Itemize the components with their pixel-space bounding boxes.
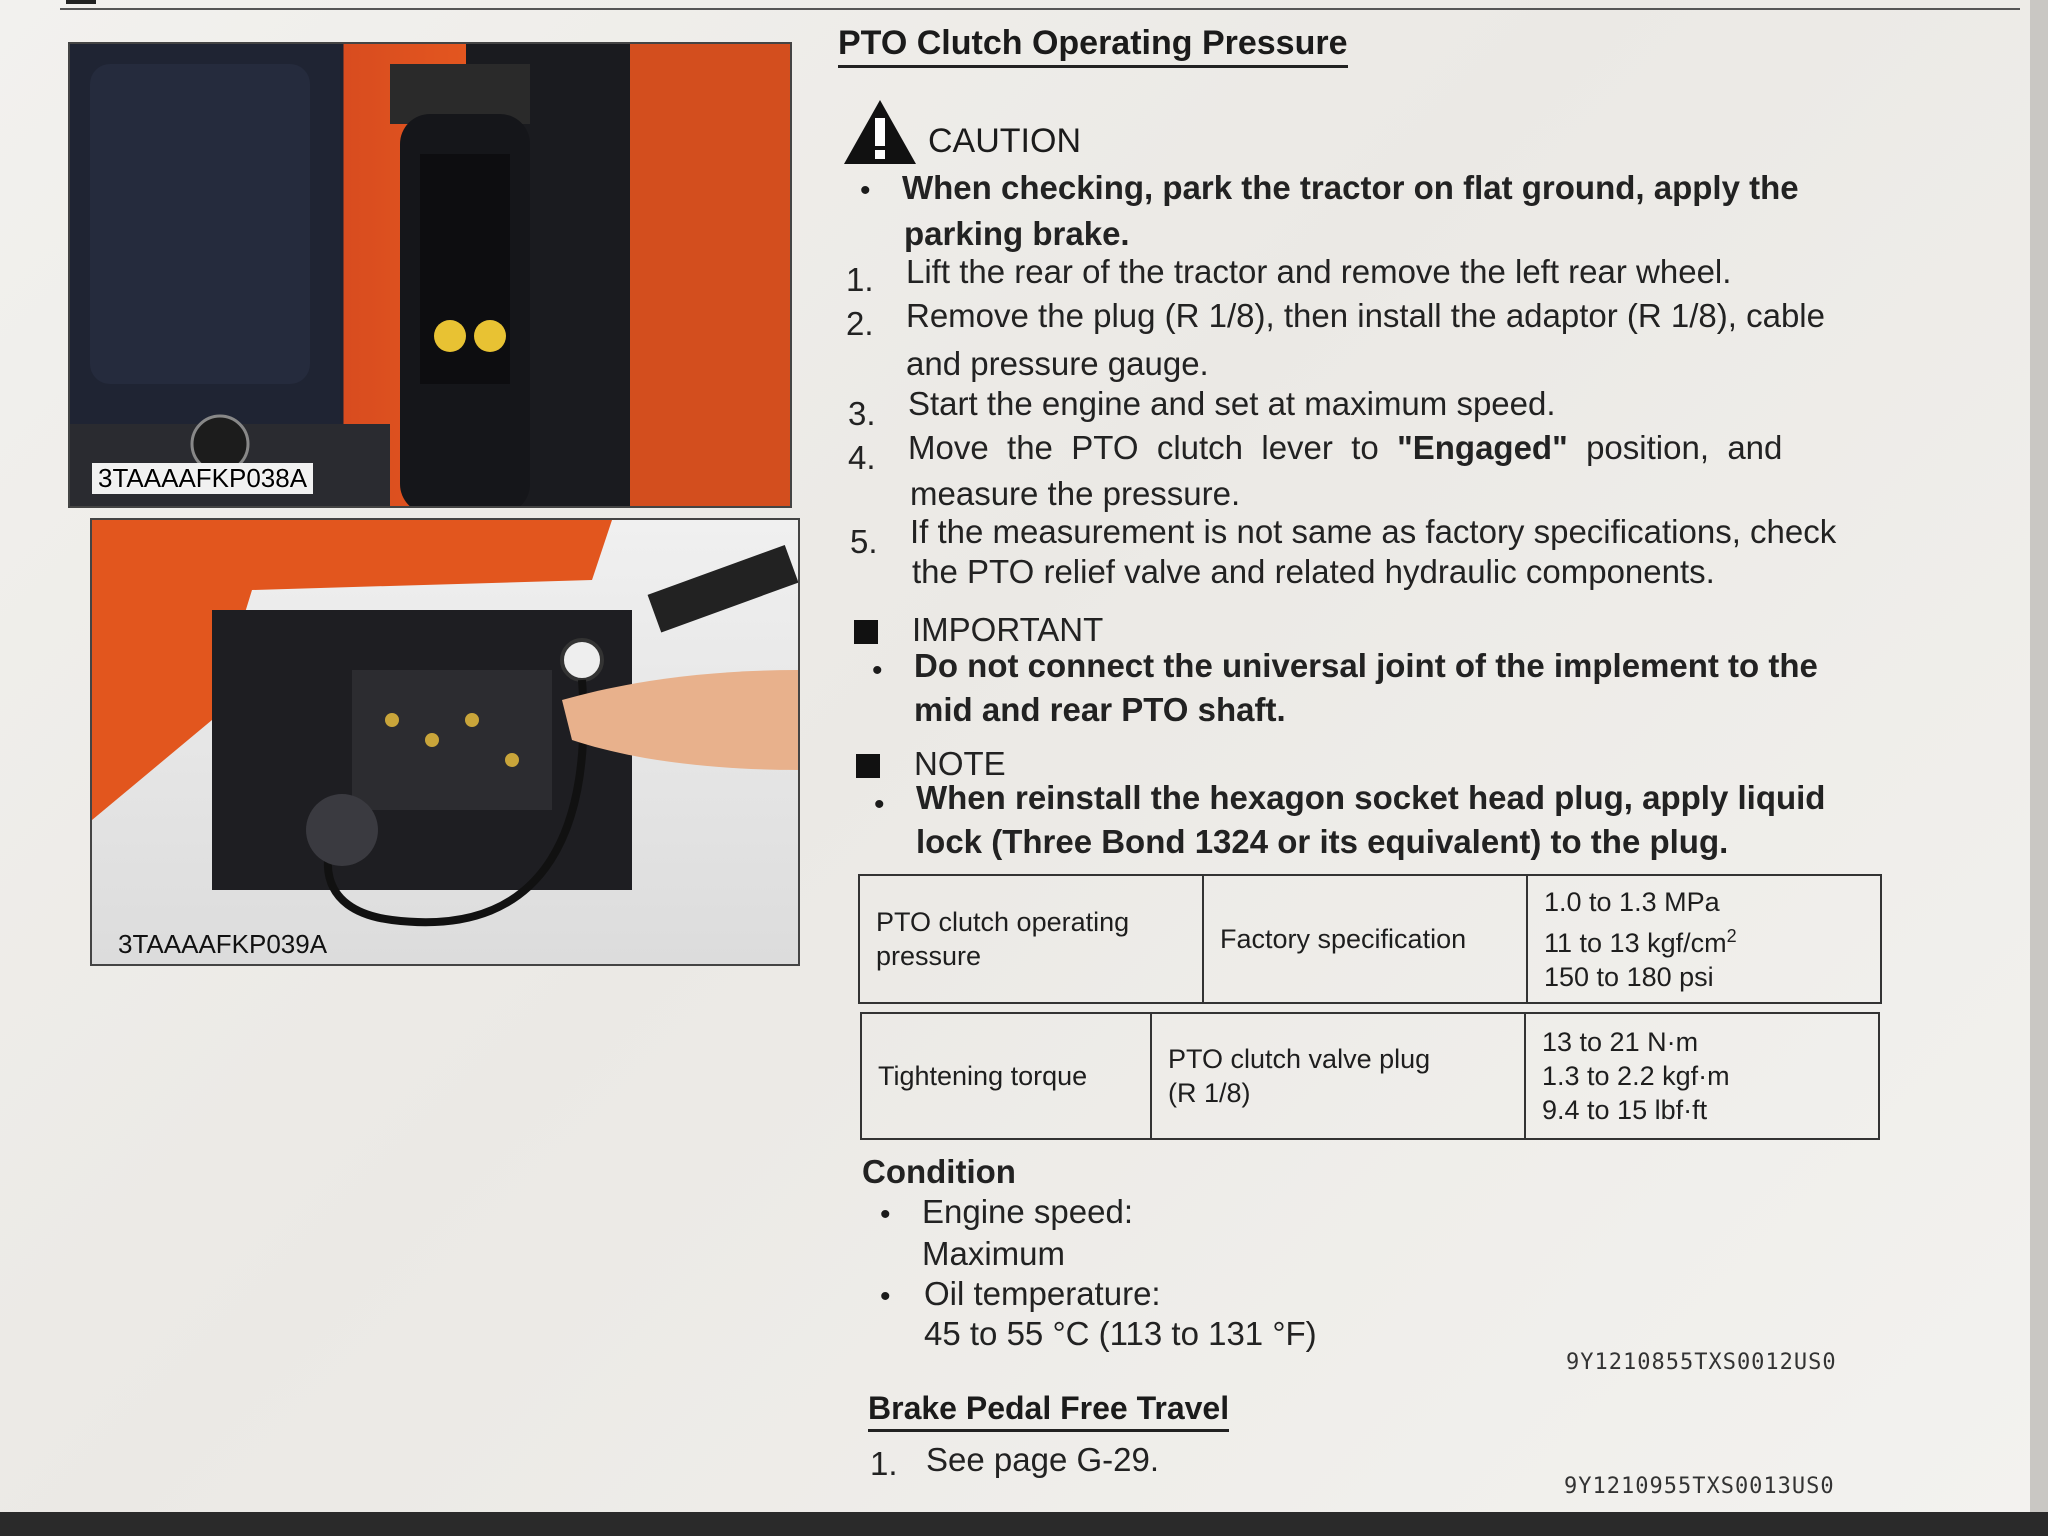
- condition-label: Condition: [862, 1153, 1016, 1190]
- step-number: 4.: [848, 439, 876, 476]
- bullet: •: [860, 174, 871, 207]
- reference-code: 9Y1210855TXS0012US0: [1566, 1350, 1837, 1375]
- caution-text-line2: parking brake.: [904, 215, 1130, 252]
- step-4-text-end: position, and: [1567, 429, 1783, 466]
- condition-engine-speed-value: Maximum: [922, 1235, 1066, 1272]
- step-3-text: Start the engine and set at maximum speed.: [908, 385, 1556, 422]
- spec-item-cell: [859, 875, 1203, 1003]
- photo-caption: 3TAAAAFKP039A: [118, 929, 328, 959]
- step-4-text-start: Move the PTO clutch lever to: [908, 429, 1398, 466]
- step-4-engaged: "Engaged": [1397, 429, 1568, 466]
- caution-text-line1: When checking, park the tractor on flat ground, apply the: [902, 169, 1799, 206]
- spec-label-line: (R 1/8): [1168, 1078, 1251, 1108]
- spec-value-line: 1.3 to 2.2 kgf·m: [1542, 1061, 1730, 1091]
- spec-value-line: [1544, 919, 1864, 960]
- important-label: IMPORTANT: [912, 611, 1104, 648]
- spec-item-cell: Tightening torque: [861, 1013, 1151, 1139]
- spec-value-cell: [1527, 875, 1881, 1003]
- step-number: 5.: [850, 523, 878, 560]
- brake-step-text: See page G-29.: [926, 1441, 1159, 1478]
- spec-table-pressure: [858, 874, 1882, 1004]
- photo-caption: 3TAAAAFKP038A: [92, 463, 313, 494]
- step-2-text-line1: Remove the plug (R 1/8), then install the adaptor (R 1/8), cable: [906, 297, 1825, 334]
- warning-triangle-icon: [842, 98, 918, 166]
- section-title: PTO Clutch Operating Pressure: [838, 24, 1348, 68]
- bullet: •: [880, 1280, 891, 1313]
- screen-edge: [2030, 0, 2048, 1512]
- important-square-icon: [854, 620, 878, 644]
- step-2-text-line2: and pressure gauge.: [906, 345, 1209, 382]
- step-number: 2.: [846, 305, 874, 342]
- spec-label-cell: [1151, 1013, 1525, 1139]
- spec-value-line: 13 to 21 N·m: [1542, 1027, 1699, 1057]
- screen-bottom-bezel: [0, 1512, 2048, 1536]
- spec-item-line: PTO clutch operating: [876, 907, 1130, 937]
- photo-pressure-gauge: [90, 518, 800, 966]
- spec-item-line: pressure: [876, 941, 982, 971]
- condition-oil-temp-value: 45 to 55 °C (113 to 131 °F): [924, 1315, 1317, 1352]
- photo-pto-lever-illustration: [70, 44, 790, 506]
- step-5-text-line1: If the measurement is not same as factory specifications, check: [910, 513, 1837, 550]
- photo-pto-lever: [68, 42, 792, 508]
- caution-label: CAUTION: [928, 122, 1081, 160]
- photo-pressure-gauge-illustration: [92, 520, 798, 964]
- spec-table-torque: [860, 1012, 1880, 1140]
- spec-label-cell: Factory specification: [1203, 875, 1527, 1003]
- note-text-line1: When reinstall the hexagon socket head plug, apply liquid: [916, 779, 1826, 816]
- step-4-text-line1: [908, 428, 1782, 468]
- spec-value-line: 1.0 to 1.3 MPa: [1544, 886, 1720, 917]
- spec-value-text: 11 to 13 kgf/cm: [1544, 927, 1727, 958]
- bullet: •: [874, 788, 885, 821]
- bullet: •: [880, 1198, 891, 1231]
- spec-value-cell: [1525, 1013, 1879, 1139]
- note-text-line2: lock (Three Bond 1324 or its equivalent) to the plug.: [916, 823, 1729, 860]
- step-5-text-line2: the PTO relief valve and related hydraulic components.: [912, 553, 1715, 590]
- spec-value-line: 9.4 to 15 lbf·ft: [1542, 1095, 1708, 1125]
- header-mark: [66, 0, 96, 4]
- step-number: 1.: [870, 1445, 898, 1482]
- spec-label-line: PTO clutch valve plug: [1168, 1044, 1431, 1074]
- important-text-line1: Do not connect the universal joint of the implement to the: [914, 647, 1818, 684]
- step-number: 1.: [846, 261, 874, 298]
- step-4-text-line2: measure the pressure.: [910, 475, 1241, 512]
- note-label: NOTE: [914, 745, 1006, 782]
- header-rule: [60, 8, 2020, 10]
- note-square-icon: [856, 754, 880, 778]
- condition-engine-speed-label: Engine speed:: [922, 1193, 1134, 1230]
- spec-value-superscript: 2: [1726, 925, 1737, 946]
- step-number: 3.: [848, 395, 876, 432]
- condition-oil-temp-label: Oil temperature:: [924, 1275, 1161, 1312]
- bullet: •: [872, 654, 883, 687]
- step-1-text: Lift the rear of the tractor and remove the left rear wheel.: [906, 253, 1732, 290]
- section-title-brake: Brake Pedal Free Travel: [868, 1390, 1229, 1432]
- important-text-line2: mid and rear PTO shaft.: [914, 691, 1286, 728]
- spec-value-line: 150 to 180 psi: [1544, 961, 1714, 992]
- reference-code: 9Y1210955TXS0013US0: [1564, 1474, 1835, 1499]
